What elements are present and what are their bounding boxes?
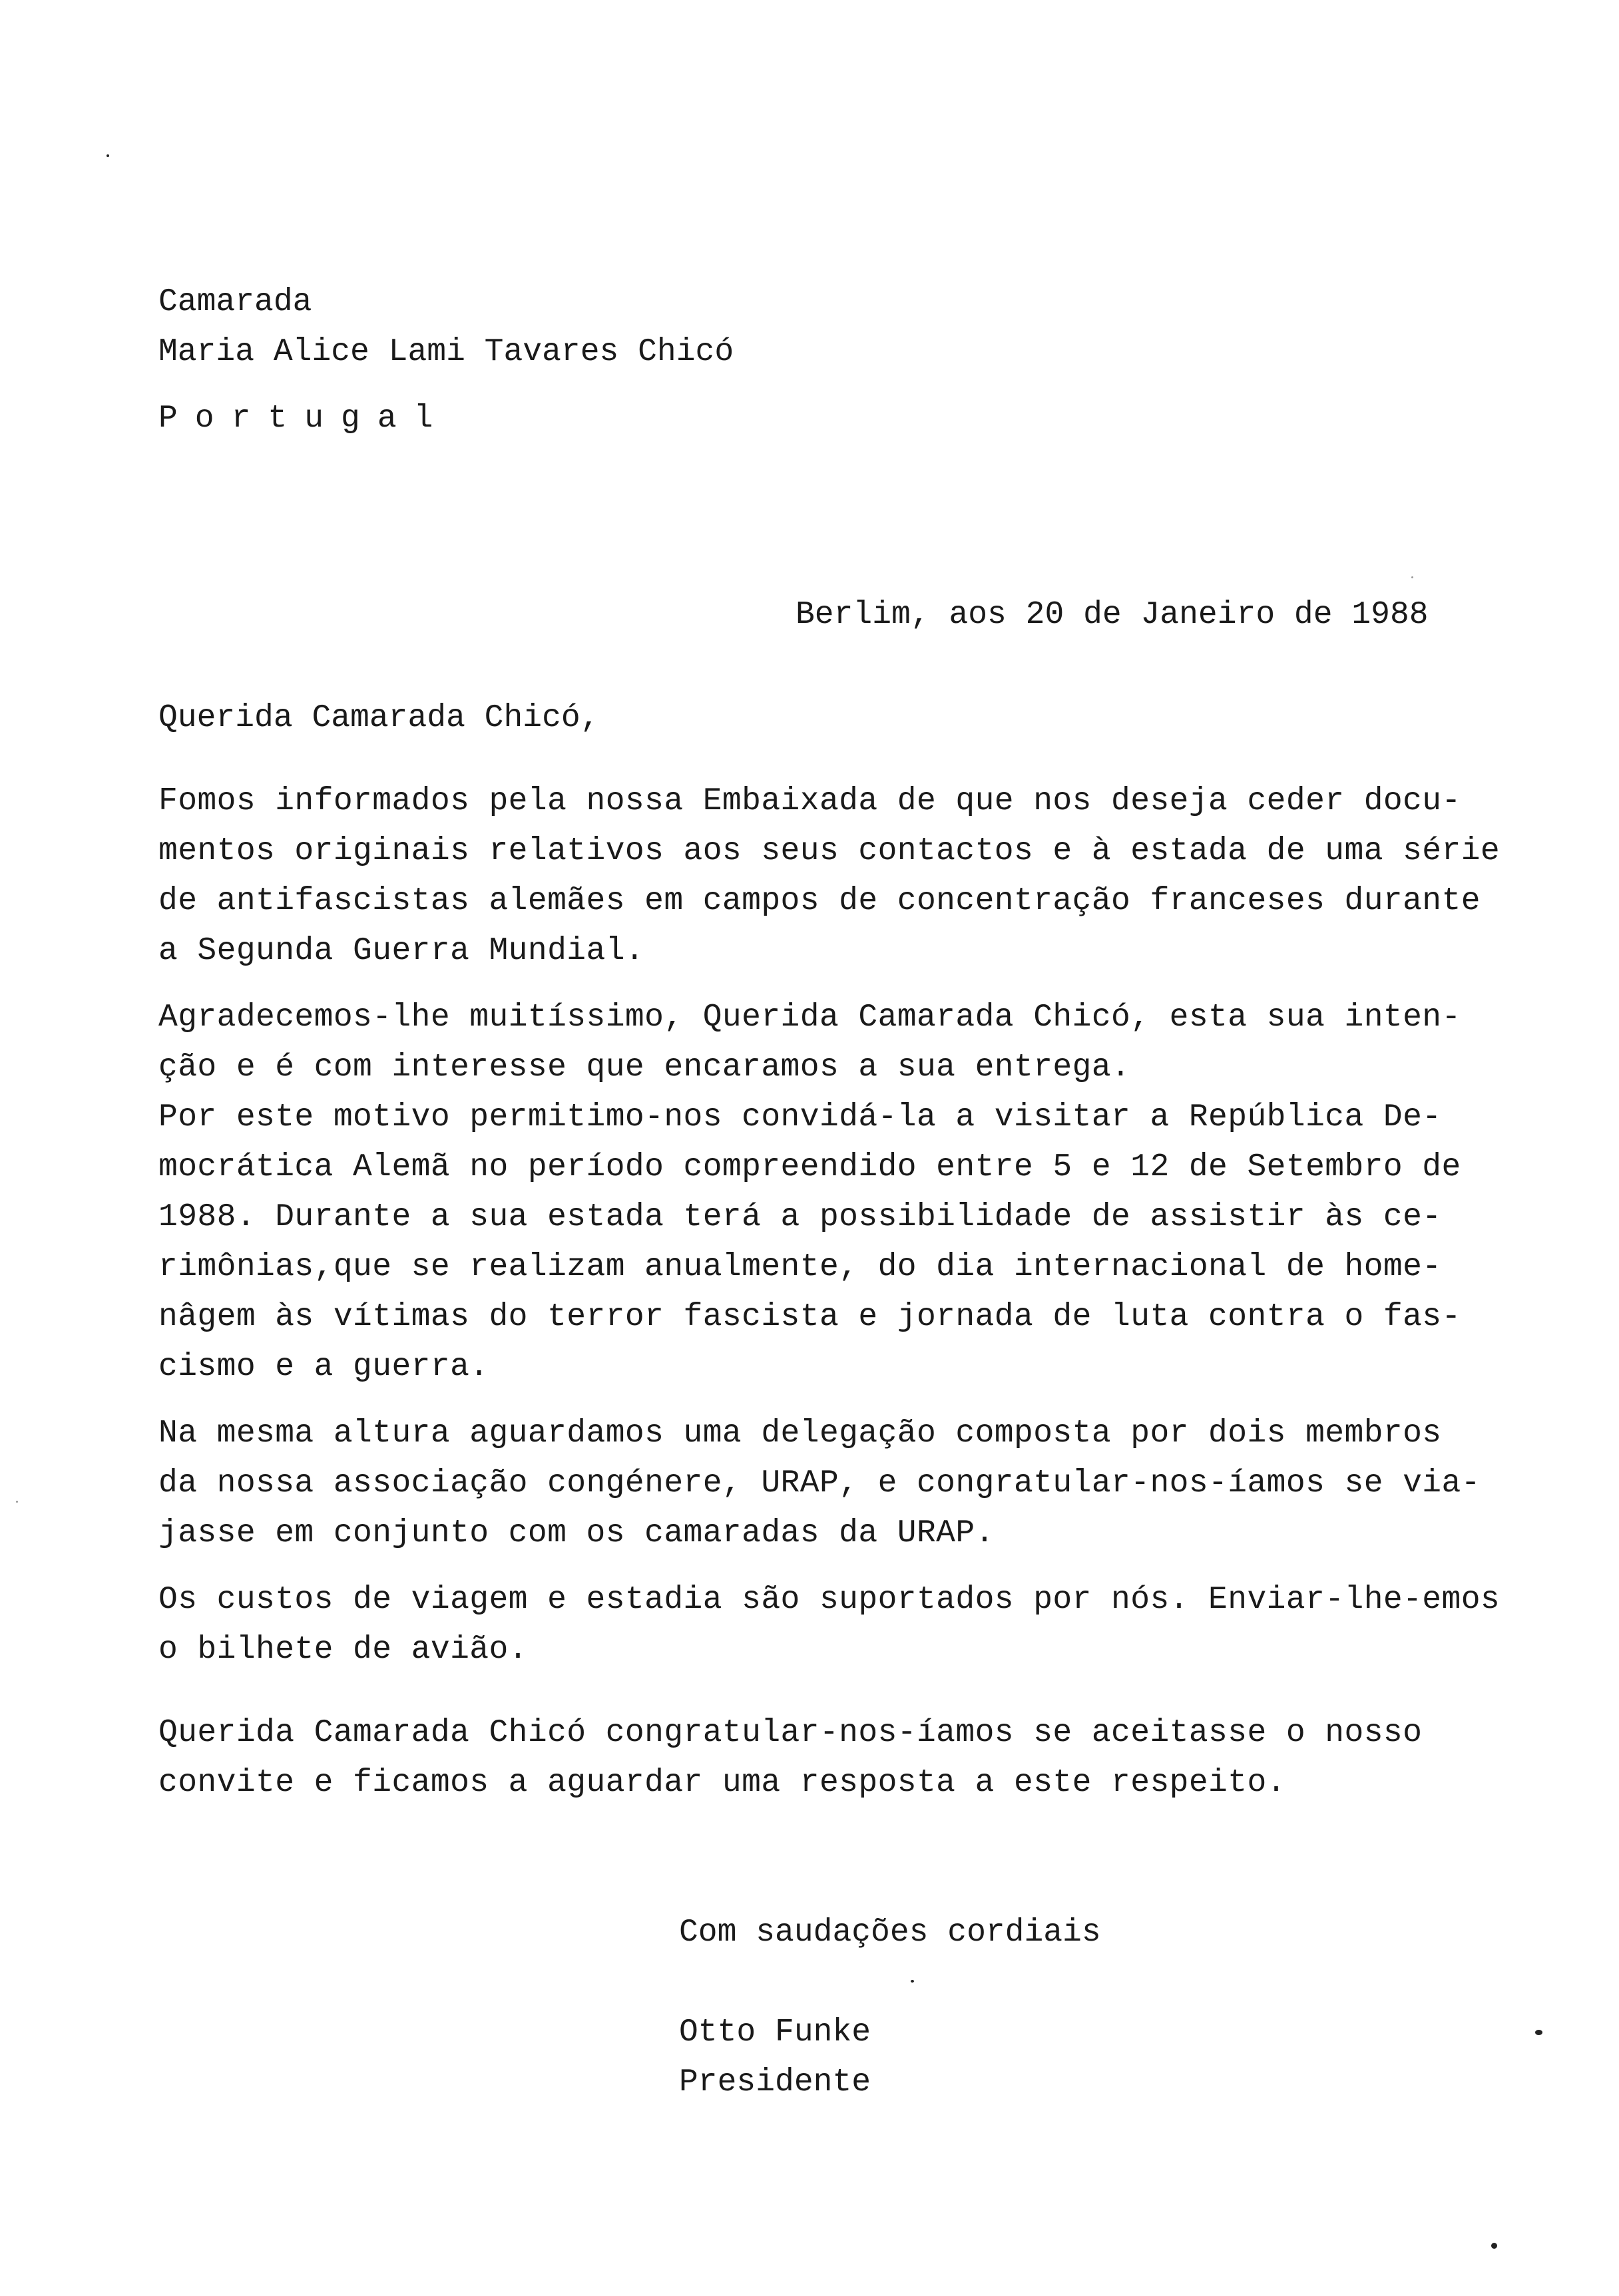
paragraph-1-line-1: Fomos informados pela nossa Embaixada de que nos deseja ceder docu-: [158, 783, 1461, 819]
paragraph-1-line-4: a Segunda Guerra Mundial.: [158, 933, 645, 969]
signatory-title: Presidente: [679, 2064, 871, 2100]
paragraph-2-line-8: cismo e a guerra.: [158, 1349, 489, 1385]
scan-speck: [16, 1501, 18, 1503]
paragraph-1-line-2: mentos originais relativos aos seus contactos e à estada de uma série: [158, 833, 1501, 869]
paragraph-2-line-5: 1988. Durante a sua estada terá a possibilidade de assistir às ce-: [158, 1199, 1442, 1235]
paragraph-5-line-1: Querida Camarada Chicó congratular-nos-íamos se aceitasse o nosso: [158, 1715, 1423, 1751]
place-date: Berlim, aos 20 de Janeiro de 1988: [796, 597, 1429, 633]
paragraph-2-line-3: Por este motivo permitimo-nos convidá-la a visitar a República De-: [158, 1099, 1442, 1135]
paragraph-3-line-2: da nossa associação congénere, URAP, e congratular-nos-íamos se via-: [158, 1465, 1481, 1501]
paragraph-4-line-1: Os custos de viagem e estadia são suportados por nós. Enviar-lhe-emos: [158, 1582, 1501, 1618]
paragraph-1-line-3: de antifascistas alemães em campos de concentração franceses durante: [158, 883, 1481, 919]
paragraph-3-line-1: Na mesma altura aguardamos uma delegação composta por dois membros: [158, 1416, 1442, 1451]
greeting: Querida Camarada Chicó,: [158, 700, 600, 736]
paragraph-3-line-3: jasse em conjunto com os camaradas da URAP.: [158, 1515, 995, 1551]
scan-speck: [107, 154, 109, 157]
scan-speck: [1491, 2243, 1497, 2249]
scan-speck: [1411, 576, 1413, 578]
paragraph-2-line-4: mocrática Alemã no período compreendido entre 5 e 12 de Setembro de: [158, 1149, 1461, 1185]
paragraph-5-line-2: convite e ficamos a aguardar uma resposta a este respeito.: [158, 1765, 1286, 1801]
paragraph-2-line-6: rimônias,que se realizam anualmente, do dia internacional de home-: [158, 1249, 1442, 1285]
scan-speck: [1535, 2030, 1542, 2035]
paragraph-2-line-1: Agradecemos-lhe muitíssimo, Querida Camarada Chicó, esta sua inten-: [158, 1000, 1461, 1036]
recipient-name: Maria Alice Lami Tavares Chicó: [158, 334, 734, 370]
paragraph-4-line-2: o bilhete de avião.: [158, 1632, 528, 1668]
scan-speck: [911, 1980, 914, 1983]
paragraph-2-line-7: nâgem às vítimas do terror fascista e jornada de luta contra o fas-: [158, 1299, 1461, 1335]
paragraph-2-line-2: ção e é com interesse que encaramos a sua entrega.: [158, 1050, 1131, 1085]
recipient-salutation-title: Camarada: [158, 284, 312, 320]
closing: Com saudações cordiais: [679, 1915, 1101, 1951]
signatory-name: Otto Funke: [679, 2014, 871, 2050]
recipient-country: Portugal: [158, 401, 451, 437]
